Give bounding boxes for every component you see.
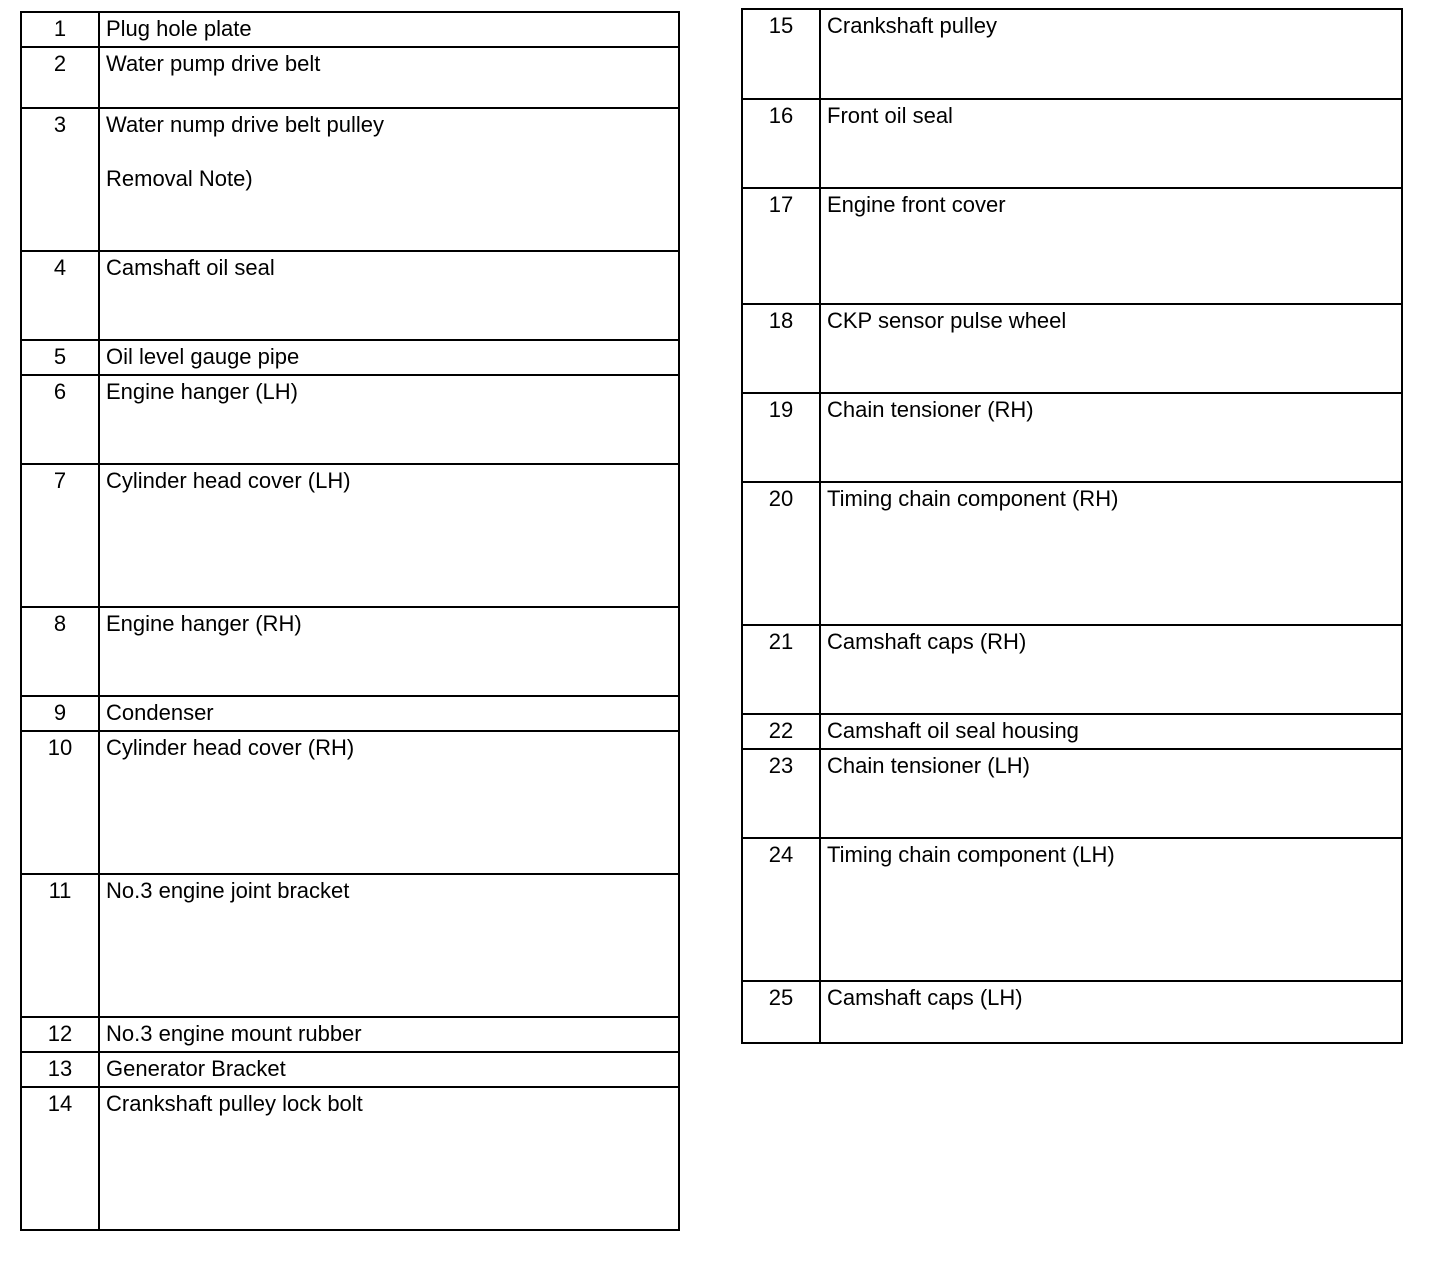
item-number: 5 xyxy=(21,340,99,375)
item-number: 8 xyxy=(21,607,99,696)
item-number: 23 xyxy=(742,749,820,838)
table-row xyxy=(742,393,1402,482)
item-name: Chain tensioner (RH) xyxy=(820,393,1402,482)
item-number: 4 xyxy=(21,251,99,340)
item-name: Engine hanger (RH) xyxy=(99,607,679,696)
table-row xyxy=(21,375,679,464)
item-name: Oil level gauge pipe xyxy=(99,340,679,375)
item-number: 7 xyxy=(21,464,99,607)
item-name: Cylinder head cover (RH) xyxy=(99,731,679,874)
item-number: 11 xyxy=(21,874,99,1017)
table-row xyxy=(742,188,1402,304)
item-cell xyxy=(99,108,679,251)
item-name: Camshaft oil seal xyxy=(99,251,679,340)
table-row xyxy=(21,47,679,108)
table-row xyxy=(21,108,679,251)
item-name: Camshaft oil seal housing xyxy=(820,714,1402,749)
item-number: 1 xyxy=(21,12,99,47)
table-row xyxy=(742,749,1402,838)
item-number: 24 xyxy=(742,838,820,981)
table-row xyxy=(742,9,1402,99)
table-row xyxy=(21,1017,679,1052)
item-name: Timing chain component (RH) xyxy=(820,482,1402,625)
item-number: 15 xyxy=(742,9,820,99)
item-number: 2 xyxy=(21,47,99,108)
item-name: CKP sensor pulse wheel xyxy=(820,304,1402,393)
item-number: 16 xyxy=(742,99,820,188)
item-name: Crankshaft pulley xyxy=(820,9,1402,99)
table-row xyxy=(21,696,679,731)
table-row xyxy=(21,1087,679,1230)
table-row xyxy=(21,464,679,607)
table-row xyxy=(21,731,679,874)
item-name: Cylinder head cover (LH) xyxy=(99,464,679,607)
item-name: Engine front cover xyxy=(820,188,1402,304)
table-row xyxy=(21,1052,679,1087)
table-row xyxy=(21,340,679,375)
table-row xyxy=(742,714,1402,749)
table-row xyxy=(21,607,679,696)
item-number: 21 xyxy=(742,625,820,714)
item-name: Generator Bracket xyxy=(99,1052,679,1087)
item-number: 22 xyxy=(742,714,820,749)
item-number: 9 xyxy=(21,696,99,731)
item-note: Removal Note) xyxy=(106,166,253,191)
item-number: 6 xyxy=(21,375,99,464)
item-name: Chain tensioner (LH) xyxy=(820,749,1402,838)
item-name: Engine hanger (LH) xyxy=(99,375,679,464)
item-number: 14 xyxy=(21,1087,99,1230)
table-row xyxy=(742,981,1402,1043)
item-name: Camshaft caps (LH) xyxy=(820,981,1402,1043)
item-number: 3 xyxy=(21,108,99,251)
item-name: Timing chain component (LH) xyxy=(820,838,1402,981)
item-number: 17 xyxy=(742,188,820,304)
table-row xyxy=(742,625,1402,714)
table-row xyxy=(21,12,679,47)
item-name: Front oil seal xyxy=(820,99,1402,188)
item-name: No.3 engine joint bracket xyxy=(99,874,679,1017)
item-number: 20 xyxy=(742,482,820,625)
parts-table-left xyxy=(20,11,680,1231)
item-name: No.3 engine mount rubber xyxy=(99,1017,679,1052)
table-row xyxy=(742,482,1402,625)
table-row xyxy=(742,838,1402,981)
item-name: Water pump drive belt xyxy=(99,47,679,108)
item-name: Crankshaft pulley lock bolt xyxy=(99,1087,679,1230)
item-number: 25 xyxy=(742,981,820,1043)
table-row xyxy=(21,251,679,340)
table-row xyxy=(21,874,679,1017)
item-name: Condenser xyxy=(99,696,679,731)
item-name: Water nump drive belt pulley xyxy=(106,112,384,137)
item-number: 12 xyxy=(21,1017,99,1052)
parts-table-right xyxy=(741,8,1403,1044)
item-number: 19 xyxy=(742,393,820,482)
item-number: 18 xyxy=(742,304,820,393)
item-number: 13 xyxy=(21,1052,99,1087)
table-row xyxy=(742,304,1402,393)
table-row xyxy=(742,99,1402,188)
item-name: Camshaft caps (RH) xyxy=(820,625,1402,714)
item-number: 10 xyxy=(21,731,99,874)
item-name: Plug hole plate xyxy=(99,12,679,47)
